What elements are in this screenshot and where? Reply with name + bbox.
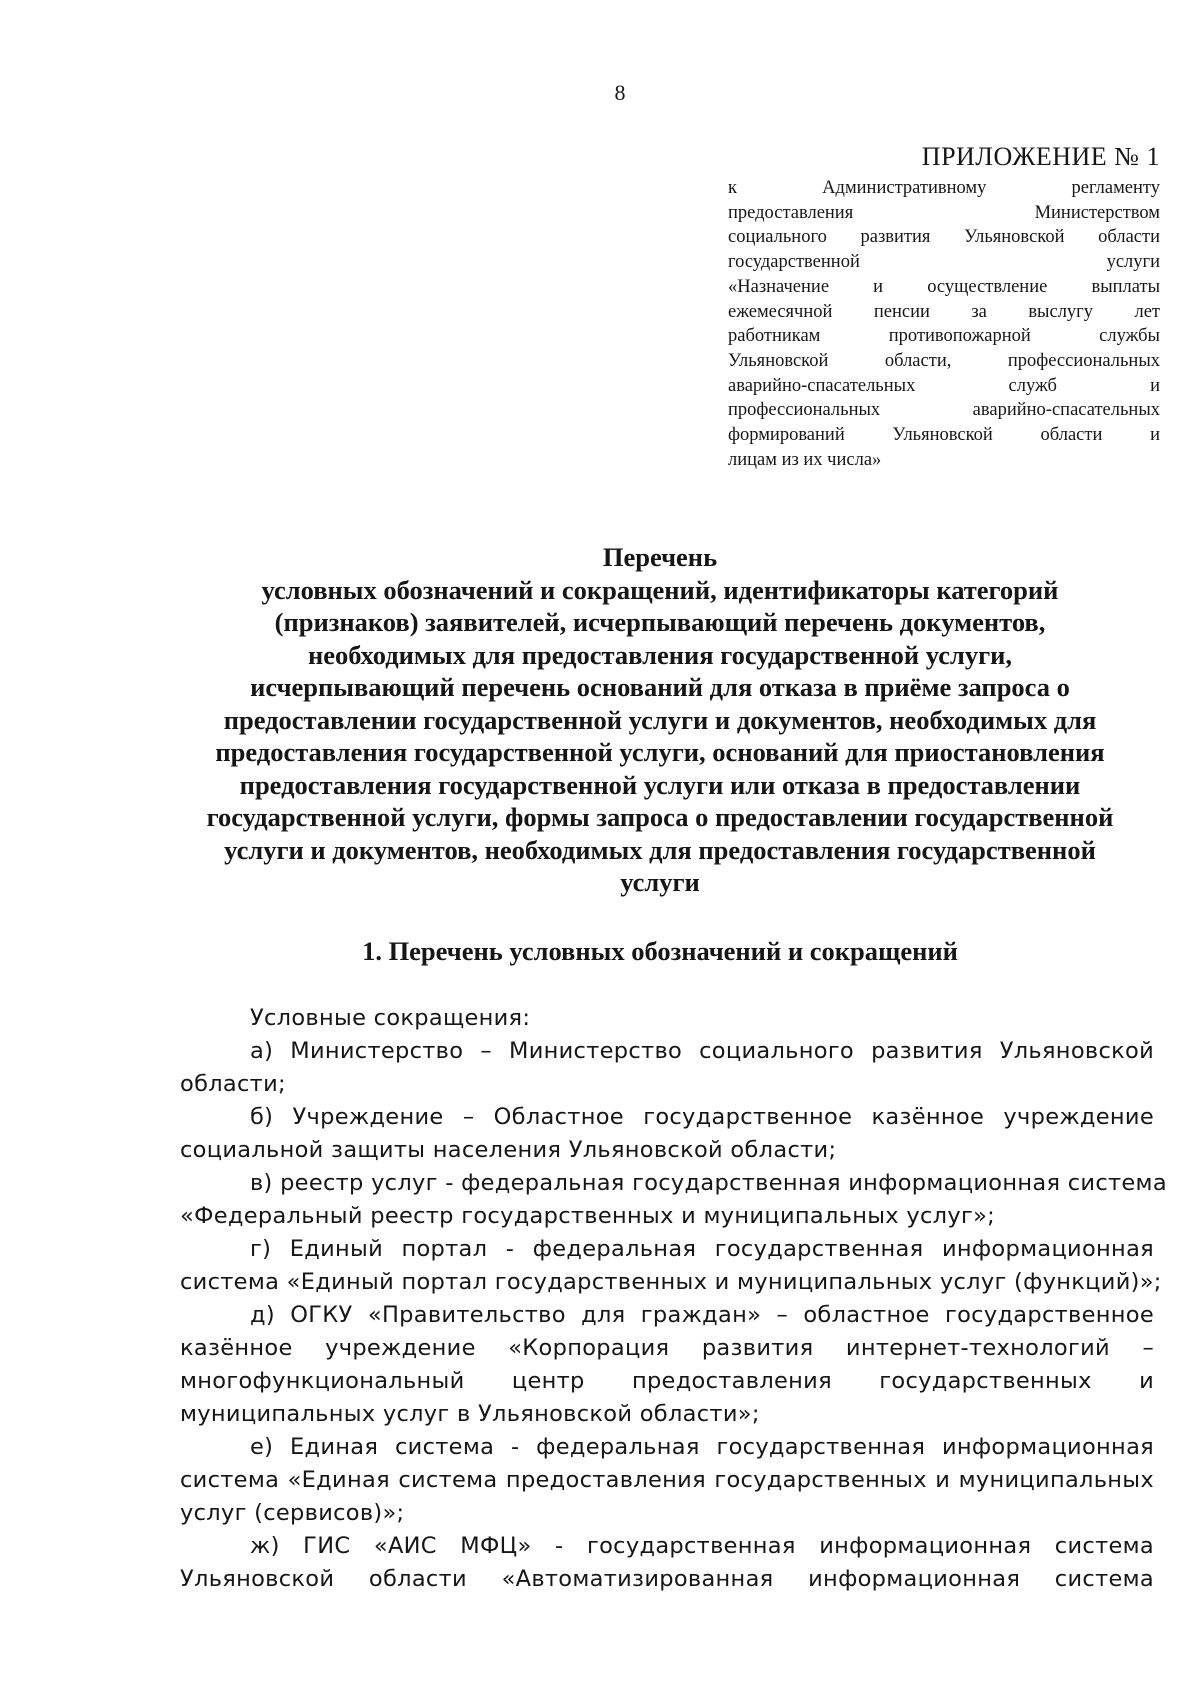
paragraph-line: социальной защиты населения Ульяновской области; [180,1137,837,1163]
section-body [180,1002,1167,1596]
appendix-line: аварийно-спасательных служб и [728,375,1160,396]
paragraph-line: в) реестр услуг - федеральная государственная информационная система [250,1170,1167,1196]
appendix-title: ПРИЛОЖЕНИЕ № 1 [921,142,1160,171]
paragraph-line: е) Единая система - федеральная государственная информационная [250,1434,1154,1460]
appendix-line: лицам из их числа» [728,449,882,470]
paragraph-line: услуг (сервисов)»; [180,1500,405,1526]
heading-line: условных обозначений и сокращений, идентификаторы категорий [261,574,1059,605]
heading-line: предоставления государственной услуги или отказа в предоставлении [239,769,1081,800]
paragraph-line: муниципальных услуг в Ульяновской области»; [180,1401,760,1427]
appendix-line: к Административному регламенту [728,178,1160,198]
appendix-line: предоставления Министерством [728,202,1160,223]
paragraph-line: система «Единый портал государственных и муниципальных услуг (функций)»; [180,1269,1162,1295]
appendix-line: социального развития Ульяновской области [728,227,1160,248]
paragraph-line: казённое учреждение «Корпорация развития интернет-технологий – [180,1335,1154,1361]
paragraph-line: Условные сокращения: [250,1005,531,1031]
heading-line: предоставлении государственной услуги и документов, необходимых для [223,704,1097,735]
heading-line: исчерпывающий перечень оснований для отказа в приёме запроса о [250,672,1070,702]
paragraph-line: д) ОГКУ «Правительство для граждан» – областное государственное [250,1302,1154,1328]
appendix-line: профессиональных аварийно-спасательных [728,400,1160,421]
heading-line: услуги и документов, необходимых для предоставления государственной [224,834,1096,865]
appendix-block [728,140,1160,472]
appendix-line: формирований Ульяновской области и [728,425,1160,446]
paragraph-line: Ульяновской области «Автоматизированная информационная система [180,1566,1154,1592]
paragraph-line: области; [180,1071,286,1097]
heading-line: необходимых для предоставления государственной услуги, [307,639,1013,670]
appendix-line: работникам противопожарной службы [728,326,1160,347]
page-number: 8 [614,80,626,105]
paragraph-line: ж) ГИС «АИС МФЦ» - государственная информационная система [250,1533,1154,1559]
heading-line: Перечень [602,542,718,572]
paragraph-line: многофункциональный центр предоставления государственных и [180,1368,1154,1394]
document-heading [160,541,1160,899]
heading-line: предоставления государственной услуги, оснований для приостановления [215,737,1105,767]
paragraph-line: система «Единая система предоставления государственных и муниципальных [180,1467,1154,1493]
appendix-line: ежемесячной пенсии за выслугу лет [728,301,1160,322]
heading-line: услуги [620,867,700,897]
appendix-line: государственной услуги [728,252,1160,273]
paragraph-line: г) Единый портал - федеральная государственная информационная [250,1236,1154,1262]
appendix-line: «Назначение и осуществление выплаты [728,276,1160,297]
paragraph-line: а) Министерство – Министерство социального развития Ульяновской [250,1038,1154,1064]
paragraph-line: б) Учреждение – Областное государственное казённое учреждение [250,1104,1154,1130]
section-title: 1. Перечень условных обозначений и сокращений [362,936,958,966]
appendix-line: Ульяновской области, профессиональных [728,350,1160,371]
heading-line: государственной услуги, формы запроса о предоставлении государственной [206,802,1114,832]
heading-line: (признаков) заявителей, исчерпывающий перечень документов, [274,607,1046,637]
paragraph-line: «Федеральный реестр государственных и муниципальных услуг»; [180,1203,996,1229]
